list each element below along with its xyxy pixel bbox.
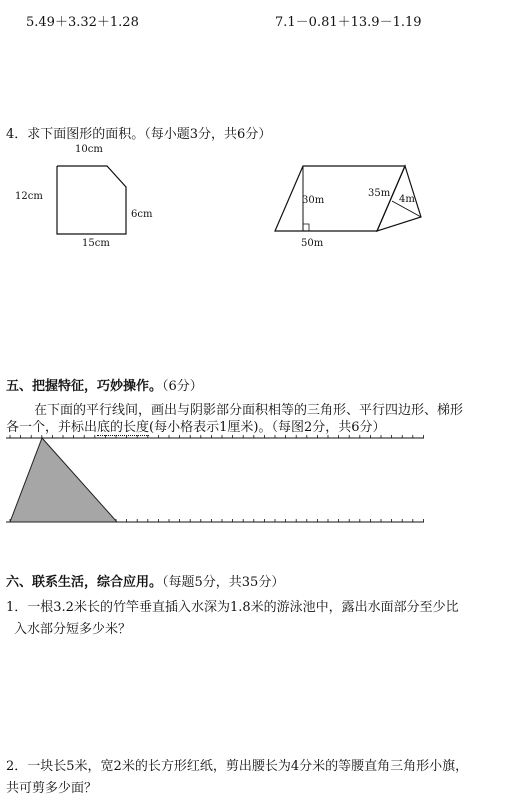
figure-1-right-label: 6cm: [131, 209, 153, 220]
figure-2-base-label: 50m: [301, 238, 324, 249]
section-5-line-1: 在下面的平行线间，画出与阴影部分面积相等的三角形、平行四边形、梯形: [34, 403, 464, 418]
section-5-heading: [6, 375, 203, 394]
section-5-line-2: [6, 416, 386, 435]
section-6-title: 六、联系生活，综合应用。: [6, 575, 163, 590]
question-6-2-line-1: 2．一块长5米，宽2米的长方形红纸，剪出腰长为4分米的等腰直角三角形小旗，: [6, 759, 469, 774]
section-5-title: 五、把握特征，巧妙操作。: [6, 379, 163, 394]
figure-2-height-label: 30m: [302, 195, 325, 206]
figure-2-side-label: 35m: [368, 188, 391, 199]
section-6-points: （每题5分，共35分）: [162, 575, 285, 590]
shaded-triangle: [10, 438, 117, 522]
figure-1-pentagon: [57, 166, 126, 234]
figure-1-bottom-label: 15cm: [82, 238, 110, 249]
figure-1-top-label: 10cm: [75, 144, 103, 155]
figure-2-right-angle-mark: [303, 224, 309, 231]
question-6-1-line-2: 入水部分短多少米？: [14, 622, 132, 637]
question-6-2-line-2: 共可剪多少面？: [6, 781, 98, 796]
question-6-1-line-1: 1．一根3.2米长的竹竿垂直插入水深为1.8米的游泳池中，露出水面部分至少比: [6, 600, 459, 615]
figure-2-inner-label: 4m: [399, 194, 415, 205]
figure-1-left-label: 12cm: [15, 191, 43, 202]
section-6-heading: [6, 571, 284, 590]
expression-1: 5.49＋3.32＋1.28: [26, 15, 139, 30]
section-5-line-2c: (每小格表示1厘米)。（每图2分，共6分）: [149, 420, 386, 435]
section-5-points: （6分）: [162, 379, 203, 394]
expression-2: 7.1－0.81＋13.9－1.19: [275, 15, 422, 30]
question-4-title: 4．求下面图形的面积。（每小题3分，共6分）: [6, 127, 272, 142]
section-5-line-2a: 各一个，并标出: [6, 420, 98, 435]
section-5-emphasis: 底的长度: [97, 420, 150, 435]
